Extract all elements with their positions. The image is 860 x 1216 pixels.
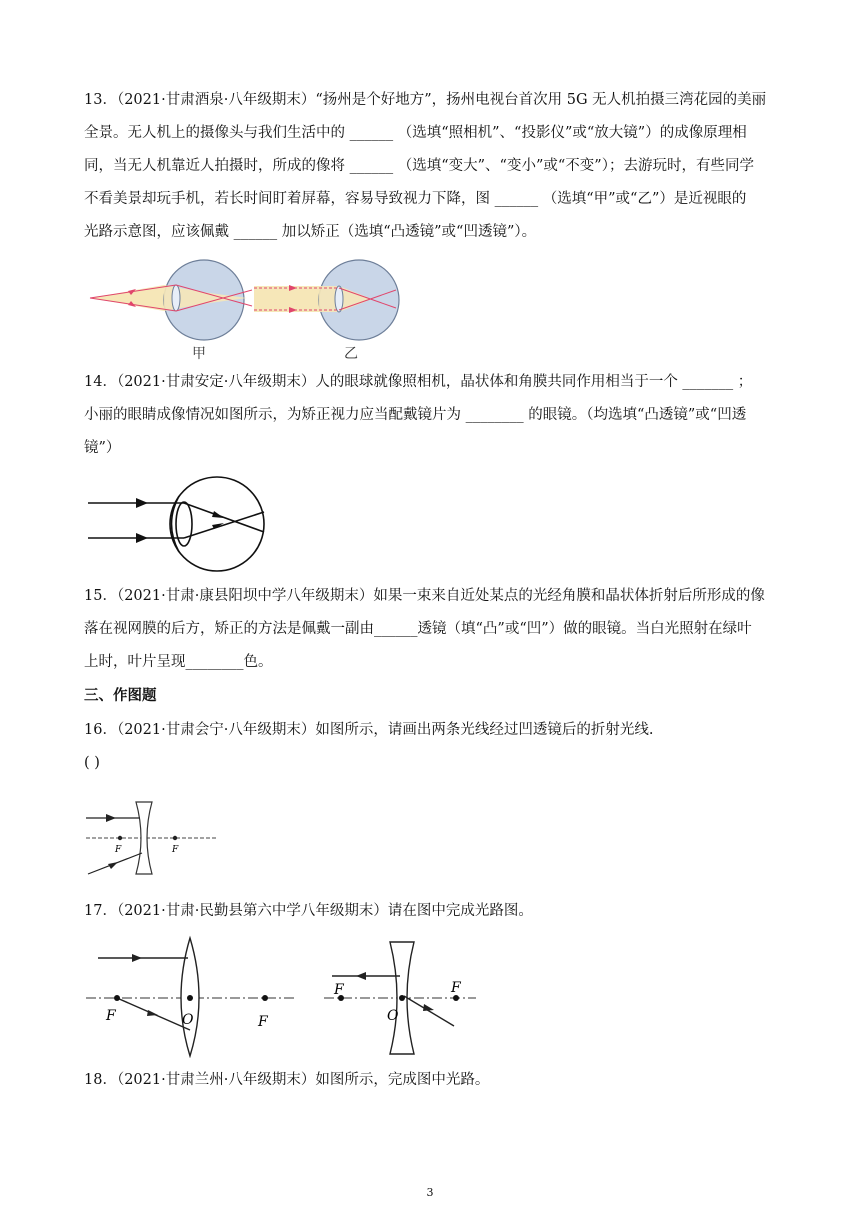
q14-line-2: 小丽的眼睛成像情况如图所示，为矫正视力应当配戴镜片为 ________ 的眼镜。（均选填“凸透镜”或“凹透 bbox=[84, 407, 747, 423]
eyeball bbox=[170, 477, 264, 571]
label-f-right: F bbox=[258, 1014, 268, 1030]
q13-line-2: 全景。无人机上的摄像头与我们生活中的 ______ （选填“照相机”、“投影仪”或“放大镜”）的成像原理相 bbox=[84, 125, 747, 141]
q16-line-1: 16．（2021·甘肃会宁·八年级期末）如图所示，请画出两条光线经过凹透镜后的折射光线. bbox=[84, 722, 654, 738]
question-16 bbox=[84, 714, 780, 780]
lens bbox=[176, 502, 192, 546]
q15-line-1: 15．（2021·甘肃·康县阳坝中学八年级期末）如果一束来自近处某点的光经角膜和晶状体折射后所形成的像 bbox=[84, 588, 765, 604]
q16-concave-lens-diagram bbox=[84, 798, 224, 878]
label-f-left: F bbox=[106, 1008, 116, 1024]
fig-label-yi: 乙 bbox=[344, 346, 358, 362]
convex-lens-diagram bbox=[86, 938, 294, 1056]
label-o-left: O bbox=[182, 1012, 194, 1028]
optical-center-right bbox=[399, 995, 405, 1001]
eye-diagram-jia bbox=[90, 260, 252, 362]
section-title: 三、作图题 bbox=[84, 687, 157, 704]
q15-line-3: 上时，叶片呈现________色。 bbox=[84, 654, 273, 670]
optical-center-left bbox=[187, 995, 193, 1001]
q13-line-5: 光路示意图，应该佩戴 ______ 加以矫正（选填“凸透镜”或“凹透镜”）。 bbox=[84, 224, 537, 240]
concave-lens-diagram bbox=[324, 942, 476, 1054]
q16-answer-paren: ( ) bbox=[84, 755, 100, 771]
q14-line-1: 14．（2021·甘肃安定·八年级期末）人的眼球就像照相机，晶状体和角膜共同作用相当于一个 _______ ； bbox=[84, 374, 753, 390]
q13-line-4: 不看美景却玩手机，若长时间盯着屏幕，容易导致视力下降，图 ______ （选填“甲”或“乙”）是近视眼的 bbox=[84, 191, 747, 207]
focal-point-right bbox=[173, 836, 177, 840]
label-f2-left: F bbox=[334, 982, 344, 998]
label-o-right: O bbox=[387, 1008, 399, 1024]
q13-line-1: 13．（2021·甘肃酒泉·八年级期末）“扬州是个好地方”，扬州电视台首次用 5G 无人机拍摄三湾花园的美丽 bbox=[84, 92, 767, 108]
question-13 bbox=[84, 84, 780, 249]
eye-diagram-yi bbox=[254, 260, 399, 362]
label-f2-right: F bbox=[451, 980, 461, 996]
question-15 bbox=[84, 580, 780, 679]
q17-line-1: 17．（2021·甘肃·民勤县第六中学八年级期末）请在图中完成光路图。 bbox=[84, 903, 533, 919]
focal-point-left bbox=[118, 836, 122, 840]
lens-jia bbox=[172, 285, 180, 311]
label-f-right: F bbox=[172, 845, 179, 855]
label-f-left: F bbox=[115, 845, 122, 855]
q15-line-2: 落在视网膜的后方，矫正的方法是佩戴一副由______透镜（填“凸”或“凹”）做的眼镜。当白光照射在绿叶 bbox=[84, 621, 752, 637]
q17-lens-diagrams bbox=[84, 934, 484, 1058]
question-18 bbox=[84, 1064, 780, 1097]
q14-line-3: 镜”） bbox=[84, 440, 121, 456]
q14-eye-diagram bbox=[84, 474, 284, 574]
fig-label-jia: 甲 bbox=[192, 346, 206, 362]
question-17 bbox=[84, 895, 780, 928]
ray-oblique-right bbox=[404, 996, 454, 1026]
focal-point-f-right bbox=[262, 995, 268, 1001]
focal-point-f-left bbox=[114, 995, 120, 1001]
lens-yi bbox=[335, 286, 343, 312]
q13-eye-diagrams bbox=[84, 258, 414, 362]
question-14 bbox=[84, 366, 780, 465]
q13-line-3: 同，当无人机靠近人拍摄时，所成的像将 ______ （选填“变大”、“变小”或“不变”）；去游玩时，有些同学 bbox=[84, 158, 754, 174]
page-number: 3 bbox=[426, 1186, 434, 1199]
q18-line-1: 18．（2021·甘肃兰州·八年级期末）如图所示，完成图中光路。 bbox=[84, 1072, 490, 1088]
